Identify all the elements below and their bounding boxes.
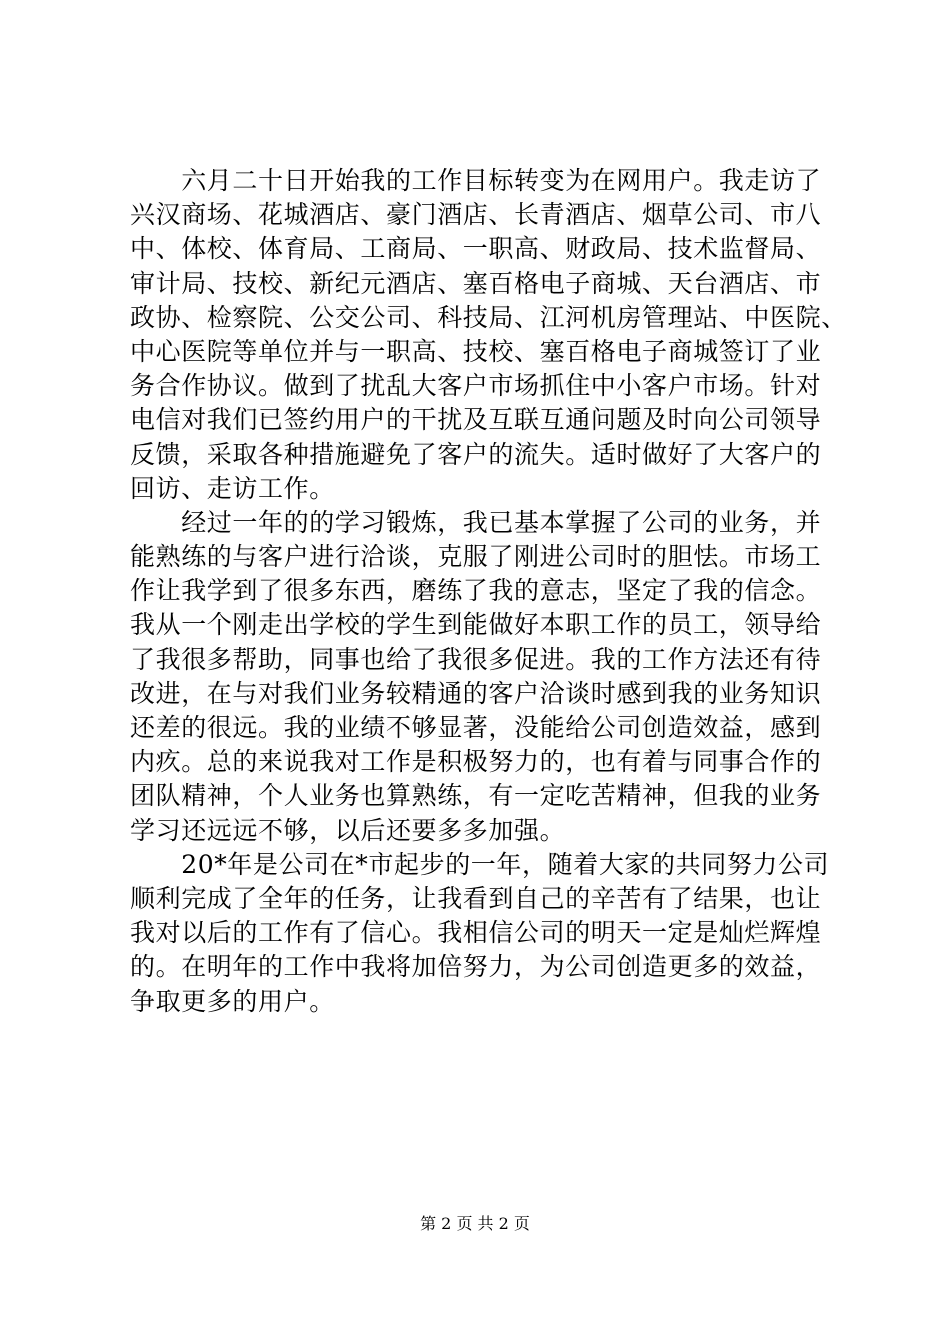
text-line: 改进，在与对我们业务较精通的客户洽谈时感到我的业务知识 bbox=[130, 678, 822, 708]
page-number-footer: 第 2 页 共 2 页 bbox=[420, 1214, 530, 1233]
text-line: 20*年是公司在*市起步的一年，随着大家的共同努力公司 bbox=[130, 849, 830, 879]
text-line: 争取更多的用户。 bbox=[130, 986, 335, 1016]
text-line: 中心医院等单位并与一职高、技校、塞百格电子商城签订了业 bbox=[130, 336, 822, 366]
text-line: 回访、走访工作。 bbox=[130, 473, 335, 503]
text-line: 能熟练的与客户进行洽谈，克服了刚进公司时的胆怯。市场工 bbox=[130, 542, 822, 572]
text-line: 作让我学到了很多东西，磨练了我的意志，坚定了我的信念。 bbox=[130, 576, 822, 606]
text-line: 的。在明年的工作中我将加倍努力，为公司创造更多的效益， bbox=[130, 952, 822, 982]
text-line: 我对以后的工作有了信心。我相信公司的明天一定是灿烂辉煌 bbox=[130, 918, 822, 948]
text-line: 顺利完成了全年的任务，让我看到自己的辛苦有了结果，也让 bbox=[130, 883, 822, 913]
document-body bbox=[130, 164, 847, 1019]
text-line: 反馈，采取各种措施避免了客户的流失。适时做好了大客户的 bbox=[130, 439, 822, 469]
text-line: 电信对我们已签约用户的干扰及互联互通问题及时向公司领导 bbox=[130, 405, 822, 435]
text-line: 了我很多帮助，同事也给了我很多促进。我的工作方法还有待 bbox=[130, 644, 822, 674]
text-line: 团队精神，个人业务也算熟练，有一定吃苦精神，但我的业务 bbox=[130, 781, 822, 811]
text-line: 中、体校、体育局、工商局、一职高、财政局、技术监督局、 bbox=[130, 234, 822, 264]
text-line: 务合作协议。做到了扰乱大客户市场抓住中小客户市场。针对 bbox=[130, 371, 822, 401]
text-line: 兴汉商场、花城酒店、豪门酒店、长青酒店、烟草公司、市八 bbox=[130, 200, 822, 230]
text-line: 还差的很远。我的业绩不够显著，没能给公司创造效益，感到 bbox=[130, 713, 822, 742]
text-line: 经过一年的的学习锻炼，我已基本掌握了公司的业务，并 bbox=[130, 507, 822, 537]
text-line: 内疚。总的来说我对工作是积极努力的，也有着与同事合作的 bbox=[130, 747, 822, 777]
text-line: 学习还远远不够，以后还要多多加强。 bbox=[130, 815, 566, 845]
text-line: 六月二十日开始我的工作目标转变为在网用户。我走访了 bbox=[130, 166, 822, 195]
text-line: 政协、检察院、公交公司、科技局、江河机房管理站、中医院、 bbox=[130, 302, 847, 332]
text-line: 我从一个刚走出学校的学生到能做好本职工作的员工，领导给 bbox=[130, 610, 822, 640]
text-line: 审计局、技校、新纪元酒店、塞百格电子商城、天台酒店、市 bbox=[130, 268, 822, 298]
